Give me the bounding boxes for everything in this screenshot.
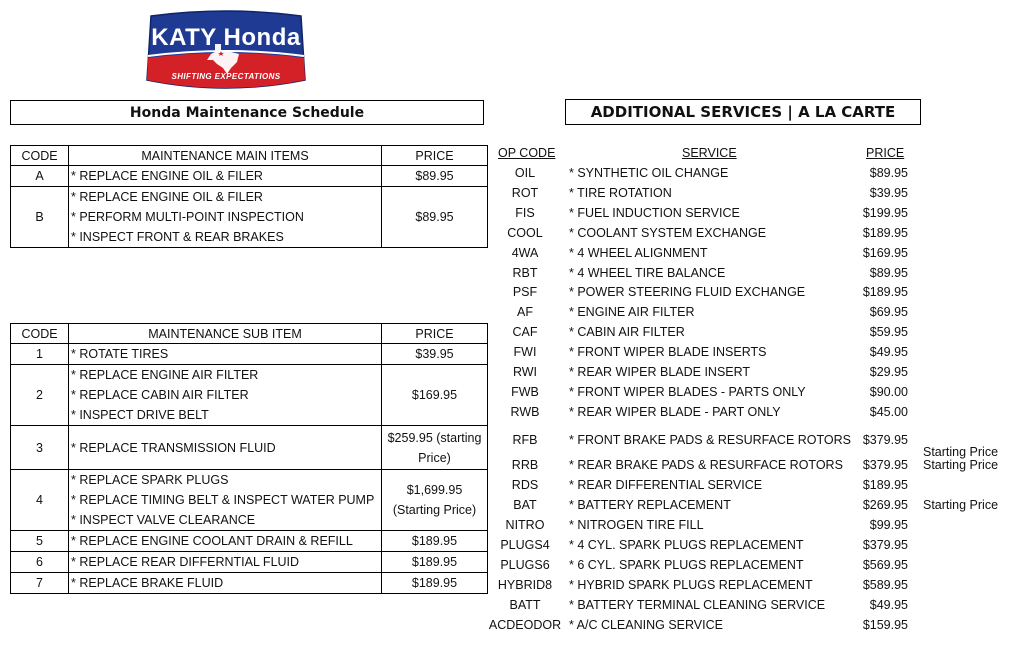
maintenance-main-table [10, 145, 488, 248]
service-row [480, 345, 1020, 365]
service-name: * A/C CLEANING SERVICE [569, 617, 723, 632]
op-code: ACDEODOR [488, 617, 562, 632]
table-row [11, 531, 488, 552]
service-name: * 4 WHEEL TIRE BALANCE [569, 265, 726, 280]
item-line: * REPLACE ENGINE OIL & FILER [71, 169, 263, 183]
row-code: 1 [11, 344, 69, 365]
op-code: 4WA [511, 245, 539, 260]
item-line: * REPLACE TIMING BELT & INSPECT WATER PUMP [71, 493, 375, 507]
row-items [69, 365, 382, 426]
service-name: * POWER STEERING FLUID EXCHANGE [569, 285, 806, 300]
service-row [480, 558, 1020, 578]
row-code: 6 [11, 552, 69, 573]
service-row [480, 285, 1020, 305]
op-code: PLUGS4 [500, 537, 550, 552]
service-name: * FRONT WIPER BLADE INSERTS [569, 345, 767, 360]
service-price: $589.95 [862, 577, 908, 592]
service-name: * FUEL INDUCTION SERVICE [569, 205, 740, 220]
service-name: * ENGINE AIR FILTER [569, 305, 695, 320]
service-price: $45.00 [869, 404, 908, 419]
row-code: A [11, 166, 69, 187]
table-header-row [11, 324, 488, 344]
price-line: (Starting Price) [392, 503, 477, 517]
op-code: NITRO [505, 517, 545, 532]
service-name: * CABIN AIR FILTER [569, 325, 685, 340]
row-code: 5 [11, 531, 69, 552]
service-price: $379.95 [862, 457, 908, 472]
table-row [11, 470, 488, 531]
service-row [480, 432, 1020, 459]
op-code: HYBRID8 [497, 577, 553, 592]
service-name: * 6 CYL. SPARK PLUGS REPLACEMENT [569, 557, 804, 572]
op-code: RWI [512, 365, 538, 379]
op-code: OIL [514, 166, 536, 180]
row-items [69, 552, 382, 573]
row-items [69, 187, 382, 248]
item-line: * REPLACE ENGINE OIL & FILER [71, 190, 263, 204]
logo-wordmark: KATY Honda [151, 24, 301, 51]
row-price: $189.95 [382, 573, 488, 594]
service-row [480, 305, 1020, 325]
header-price: PRICE [382, 324, 488, 344]
table-header-row [11, 146, 488, 166]
op-code: RFB [512, 432, 538, 447]
row-items [69, 426, 382, 470]
price-note: Starting Price [923, 444, 999, 459]
table-row [11, 187, 488, 248]
service-price: $269.95 [862, 497, 908, 512]
price-line: $1,699.95 [406, 483, 463, 497]
service-row [480, 325, 1020, 345]
price-line: $259.95 (starting [387, 430, 482, 445]
item-line: * REPLACE BRAKE FLUID [71, 576, 224, 590]
service-name: * NITROGEN TIRE FILL [569, 517, 704, 532]
price-line: Price) [418, 450, 451, 465]
service-row [480, 385, 1020, 405]
service-name: * 4 WHEEL ALIGNMENT [569, 245, 708, 260]
table-row [11, 344, 488, 365]
service-row [480, 578, 1020, 598]
item-line: * REPLACE TRANSMISSION FLUID [71, 440, 276, 455]
service-price: $69.95 [869, 305, 908, 320]
service-price: $379.95 [862, 432, 908, 447]
row-code: 2 [11, 365, 69, 426]
item-line: * REPLACE ENGINE COOLANT DRAIN & REFILL [71, 534, 353, 548]
header-price: PRICE [866, 146, 905, 160]
op-code: RRB [511, 457, 539, 472]
service-price: $90.00 [869, 384, 908, 399]
row-price [382, 426, 488, 470]
table-row [11, 573, 488, 594]
header-service: SERVICE [682, 146, 737, 160]
table-row [11, 166, 488, 187]
item-line: * REPLACE SPARK PLUGS [71, 473, 229, 487]
service-row [480, 498, 1020, 518]
service-price: $189.95 [862, 225, 908, 240]
service-name: * HYBRID SPARK PLUGS REPLACEMENT [569, 577, 813, 592]
row-price: $89.95 [382, 187, 488, 248]
item-line: * REPLACE REAR DIFFERNTIAL FLUID [71, 555, 300, 569]
service-row [480, 598, 1020, 618]
row-price: $189.95 [382, 552, 488, 573]
op-code: AF [517, 305, 533, 320]
table-row [11, 552, 488, 573]
service-name: * REAR WIPER BLADE INSERT [569, 365, 751, 379]
service-price: $99.95 [869, 517, 908, 532]
service-name: * REAR DIFFERENTIAL SERVICE [569, 477, 763, 492]
item-line: * INSPECT DRIVE BELT [71, 408, 209, 422]
service-price: $159.95 [862, 617, 908, 632]
service-price: $89.95 [869, 265, 908, 280]
price-note: Starting Price [923, 457, 999, 472]
op-code: FIS [515, 205, 535, 220]
row-price: $189.95 [382, 531, 488, 552]
header-price: PRICE [382, 146, 488, 166]
service-price: $189.95 [862, 285, 908, 300]
service-name: * COOLANT SYSTEM EXCHANGE [569, 225, 767, 240]
service-row [480, 226, 1020, 246]
schedule-title: Honda Maintenance Schedule [10, 100, 484, 125]
op-code: ROT [511, 185, 539, 200]
service-name: * REAR BRAKE PADS & RESURFACE ROTORS [569, 457, 843, 472]
service-price: $569.95 [862, 557, 908, 572]
row-price: $39.95 [382, 344, 488, 365]
service-price: $89.95 [869, 166, 908, 180]
op-code: RDS [511, 477, 539, 492]
service-price: $189.95 [862, 477, 908, 492]
header-op-code: OP CODE [498, 146, 556, 160]
op-code: PLUGS6 [500, 557, 550, 572]
row-price [382, 470, 488, 531]
item-line: * ROTATE TIRES [71, 347, 169, 361]
op-code: RWB [510, 404, 540, 419]
service-name: * SYNTHETIC OIL CHANGE [569, 166, 729, 180]
item-line: * REPLACE CABIN AIR FILTER [71, 388, 249, 402]
row-code: 7 [11, 573, 69, 594]
header-code: CODE [11, 324, 69, 344]
katy-honda-logo [145, 10, 307, 94]
row-code: B [11, 187, 69, 248]
service-name: * FRONT BRAKE PADS & RESURFACE ROTORS [569, 432, 852, 447]
row-price: $169.95 [382, 365, 488, 426]
row-items [69, 344, 382, 365]
service-name: * REAR WIPER BLADE - PART ONLY [569, 404, 781, 419]
service-price: $29.95 [869, 365, 908, 379]
price-note: Starting Price [923, 497, 999, 512]
op-code: RBT [512, 265, 538, 280]
table-row [11, 365, 488, 426]
additional-services-title: ADDITIONAL SERVICES | A LA CARTE [565, 99, 921, 125]
service-row [480, 518, 1020, 538]
op-code: FWI [513, 345, 537, 360]
logo-tagline: SHIFTING EXPECTATIONS [171, 72, 281, 81]
service-row [480, 206, 1020, 226]
service-price: $49.95 [869, 597, 908, 612]
maintenance-sub-table [10, 323, 488, 594]
row-items [69, 573, 382, 594]
service-row [480, 405, 1020, 425]
row-items [69, 166, 382, 187]
header-items: MAINTENANCE SUB ITEM [69, 324, 382, 344]
op-code: BAT [513, 497, 537, 512]
row-code: 4 [11, 470, 69, 531]
op-code: PSF [512, 285, 538, 300]
row-code: 3 [11, 426, 69, 470]
service-row [480, 478, 1020, 498]
header-items: MAINTENANCE MAIN ITEMS [69, 146, 382, 166]
item-line: * INSPECT VALVE CLEARANCE [71, 513, 256, 527]
service-name: * BATTERY REPLACEMENT [569, 497, 731, 512]
service-price: $199.95 [862, 205, 908, 220]
logo-badge-graphic [145, 10, 307, 94]
service-row [480, 186, 1020, 206]
row-items [69, 470, 382, 531]
service-price: $169.95 [862, 245, 908, 260]
service-price: $49.95 [869, 345, 908, 360]
service-name: * BATTERY TERMINAL CLEANING SERVICE [569, 597, 826, 612]
service-name: * TIRE ROTATION [569, 185, 672, 200]
service-row [480, 166, 1020, 186]
service-row [480, 266, 1020, 286]
table-row [11, 426, 488, 470]
item-line: * REPLACE ENGINE AIR FILTER [71, 368, 259, 382]
service-row [480, 246, 1020, 266]
service-price: $379.95 [862, 537, 908, 552]
header-code: CODE [11, 146, 69, 166]
op-code: COOL [507, 225, 543, 240]
service-name: * 4 CYL. SPARK PLUGS REPLACEMENT [569, 537, 804, 552]
service-row [480, 365, 1020, 385]
service-name: * FRONT WIPER BLADES - PARTS ONLY [569, 384, 806, 399]
row-items [69, 531, 382, 552]
service-row [480, 458, 1020, 478]
item-line: * PERFORM MULTI-POINT INSPECTION [71, 210, 304, 224]
service-price: $39.95 [869, 185, 908, 200]
service-price: $59.95 [869, 325, 908, 340]
service-row [480, 618, 1020, 638]
row-price: $89.95 [382, 166, 488, 187]
op-code: CAF [512, 325, 538, 340]
op-code: BATT [509, 597, 541, 612]
service-row [480, 538, 1020, 558]
item-line: * INSPECT FRONT & REAR BRAKES [71, 230, 284, 244]
op-code: FWB [511, 384, 539, 399]
